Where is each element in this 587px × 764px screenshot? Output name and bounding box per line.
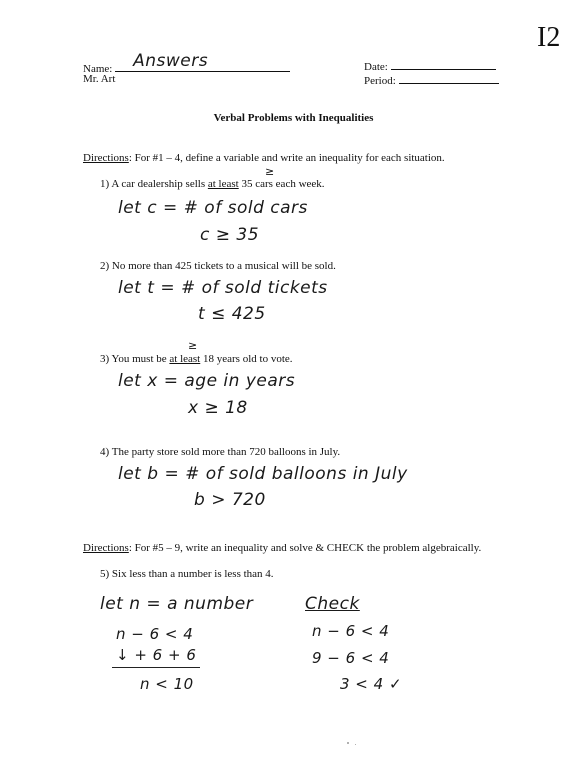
problem-5-statement: Six less than a number is less than 4. [111, 568, 274, 580]
problem-5-check-step-3: 3 < 4 ✓ [340, 675, 403, 693]
name-value: Answers [133, 51, 209, 71]
problem-5-work-step-3: n < 10 [140, 675, 194, 693]
period-blank [399, 73, 499, 84]
period-field [364, 73, 499, 87]
problem-3-text-before: You must be [111, 353, 170, 365]
worksheet-title: Verbal Problems with Inequalities [213, 112, 374, 124]
page-corner-label: I2 [537, 22, 561, 53]
problem-2-answer-variable: let t = # of sold tickets [118, 278, 328, 298]
problem-5-number: 5) [100, 568, 110, 580]
problem-5-let-statement: let n = a number [100, 594, 254, 614]
problem-5-check-step-1: n − 6 < 4 [312, 622, 390, 640]
problem-3-text [100, 353, 293, 365]
directions-part1 [83, 152, 445, 164]
date-field [364, 59, 496, 73]
problem-5-work-rule [112, 667, 200, 668]
problem-4-answer-inequality: b > 720 [194, 490, 266, 510]
period-label: Period: [364, 75, 396, 87]
problem-4-text [100, 446, 340, 458]
scan-speck [355, 744, 356, 745]
problem-4-number: 4) [100, 446, 110, 458]
problem-1-answer-inequality: c ≥ 35 [200, 225, 260, 245]
scan-speck [347, 742, 349, 744]
problem-4-statement: The party store sold more than 720 balloons in July. [111, 446, 341, 458]
name-blank [115, 51, 290, 72]
problem-3-underlined: at least [169, 353, 201, 365]
problem-1-underlined: at least [207, 178, 239, 190]
directions-2-text: : For #5 – 9, write an inequality and solve & CHECK the problem algebraically. [128, 542, 482, 554]
problem-5-text [100, 568, 274, 580]
problem-2-statement: No more than 425 tickets to a musical will be sold. [111, 260, 336, 272]
problem-2-number: 2) [100, 260, 110, 272]
directions-part2 [83, 542, 481, 554]
problem-5-work-step-2: ↓ + 6 + 6 [116, 646, 197, 664]
problem-5-work-step-1: n − 6 < 4 [116, 625, 194, 643]
problem-3-number: 3) [100, 353, 110, 365]
problem-1-answer-variable: let c = # of sold cars [118, 198, 308, 218]
problem-2-text [100, 260, 336, 272]
problem-1-text [100, 178, 325, 190]
date-label: Date: [364, 61, 388, 73]
problem-5-check-label: Check [305, 594, 360, 614]
date-blank [391, 59, 496, 70]
problem-3-text-after: 18 years old to vote. [200, 353, 293, 365]
directions-2-label: Directions [83, 542, 129, 554]
problem-1-annotation: ≥ [265, 165, 275, 178]
teacher-name: Mr. Art [83, 73, 116, 85]
problem-2-answer-inequality: t ≤ 425 [198, 304, 266, 324]
name-label: Name: [83, 63, 113, 75]
problem-3-annotation: ≥ [188, 339, 198, 352]
problem-3-answer-variable: let x = age in years [118, 371, 296, 391]
problem-1-text-after: 35 cars each week. [238, 178, 325, 190]
problem-3-answer-inequality: x ≥ 18 [188, 398, 248, 418]
problem-1-number: 1) [100, 178, 110, 190]
problem-5-check-step-2: 9 − 6 < 4 [312, 649, 390, 667]
problem-1-text-before: A car dealership sells [111, 178, 208, 190]
problem-4-answer-variable: let b = # of sold balloons in July [118, 464, 408, 484]
directions-label: Directions [83, 152, 129, 164]
directions-text: : For #1 – 4, define a variable and write an inequality for each situation. [128, 152, 445, 164]
